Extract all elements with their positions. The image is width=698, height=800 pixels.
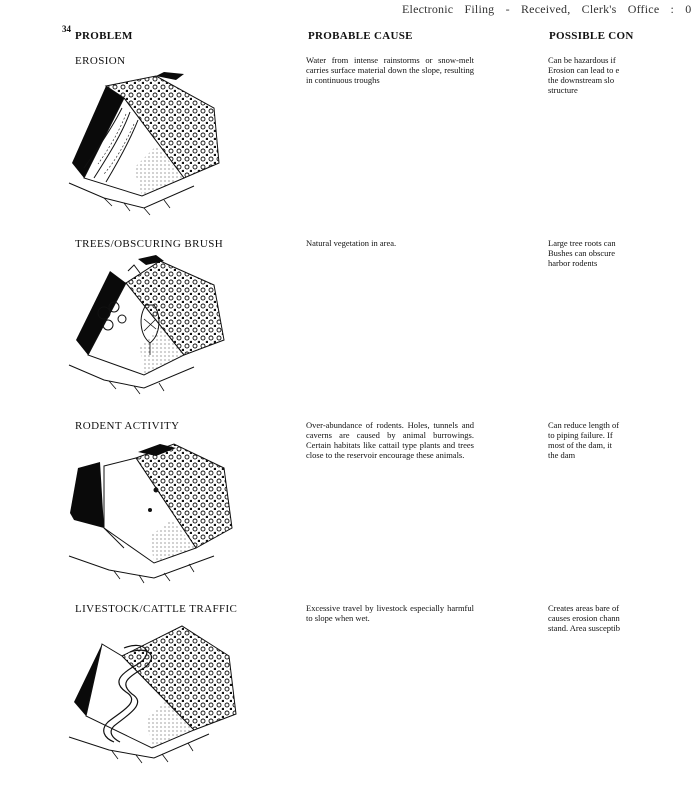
cause-livestock: Excessive travel by livestock especially harmful to slope when wet. <box>306 603 474 623</box>
column-header-possible-consequences: POSSIBLE CON <box>549 30 634 42</box>
consequence-trees: Large tree roots can Bushes can obscure harbor rodents <box>548 238 616 268</box>
trees-brush-illustration <box>64 255 244 410</box>
cause-erosion: Water from intense rainstorms or snow-melt carries surface material down the slope, resulting in continuous troughs <box>306 55 474 85</box>
cause-trees: Natural vegetation in area. <box>306 238 397 248</box>
column-header-problem: PROBLEM <box>75 30 133 42</box>
row-title-livestock-cattle-traffic: LIVESTOCK/CATTLE TRAFFIC <box>75 603 238 615</box>
consequence-livestock: Creates areas bare of causes erosion chann stand. Area susceptib <box>548 603 620 633</box>
rodent-activity-illustration <box>64 438 244 593</box>
consequence-erosion: Can be hazardous if Erosion can lead to e the downstream slo structure <box>548 55 620 95</box>
livestock-traffic-illustration <box>64 622 244 777</box>
page-number: 34 <box>62 24 71 34</box>
row-title-erosion: EROSION <box>75 55 126 67</box>
column-header-probable-cause: PROBABLE CAUSE <box>308 30 413 42</box>
electronic-filing-header: Electronic Filing - Received, Clerk's Office : 0 <box>402 2 692 16</box>
row-title-trees-obscuring-brush: TREES/OBSCURING BRUSH <box>75 238 224 250</box>
erosion-illustration <box>64 68 244 223</box>
cause-rodent-activity: Over-abundance of rodents. Holes, tunnels and caverns are caused by animal burrowings. Certain habitats like cattail type plants and trees close to the reservoir encourage these animals. <box>306 420 474 460</box>
row-title-rodent-activity: RODENT ACTIVITY <box>75 420 180 432</box>
consequence-rodent-activity: Can reduce length of to piping failure. If most of the dam, it the dam <box>548 420 620 460</box>
